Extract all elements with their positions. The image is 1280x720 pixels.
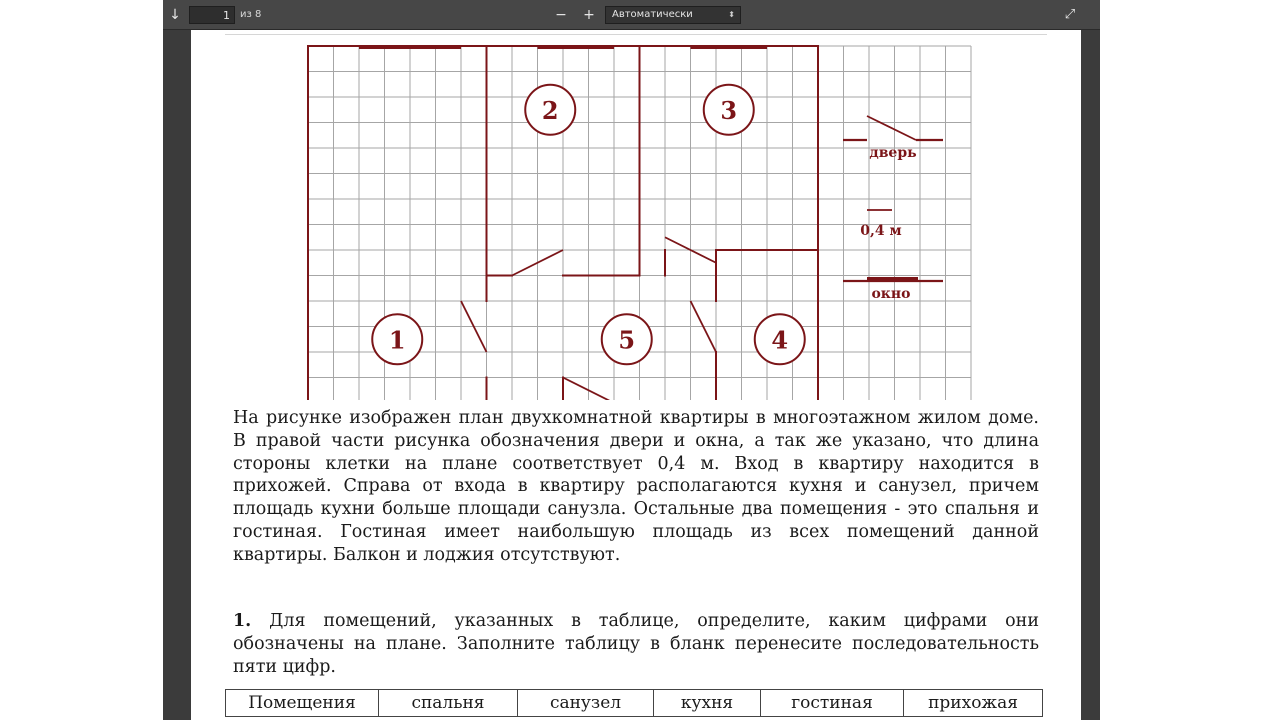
download-icon[interactable]: ↓: [169, 7, 181, 23]
table-header-cell: прихожая: [904, 690, 1043, 717]
legend-door-leaf: [867, 116, 916, 140]
apartment-plan: [191, 30, 1081, 400]
legend-scale-label: 0,4 м: [860, 223, 902, 239]
task-number: 1.: [233, 611, 252, 631]
zoom-select[interactable]: [605, 6, 741, 24]
table-header-cell: Помещения: [226, 690, 379, 717]
table-header-cell: спальня: [379, 690, 518, 717]
room-number: 1: [388, 325, 406, 355]
task-body: Для помещений, указанных в таблице, определите, каким цифрами они обозначены на плане. Заполните таблицу в бланк перенесите последовательность пяти цифр.: [233, 611, 1039, 677]
legend-window-label: окно: [871, 286, 911, 302]
table-header-cell: кухня: [654, 690, 761, 717]
zoom-out-button[interactable]: −: [555, 7, 567, 23]
room-number: 5: [618, 325, 636, 355]
table-header-cell: гостиная: [761, 690, 904, 717]
room-number: 2: [541, 95, 559, 125]
room-number: 3: [720, 95, 738, 125]
pdf-page: [191, 30, 1081, 720]
table-header-cell: санузел: [518, 690, 654, 717]
task-text: [233, 610, 1039, 678]
chevron-updown-icon: ⬍: [728, 10, 735, 19]
table-row: [226, 690, 1043, 717]
zoom-in-button[interactable]: +: [583, 7, 595, 23]
fullscreen-icon[interactable]: ⤢: [1064, 7, 1076, 22]
viewer-toolbar: [163, 0, 1100, 30]
problem-text: На рисунке изображен план двухкомнатной квартиры в многоэтажном жилом доме. В правой части рисунка обозначения двери и окна, а так же указано, что длина стороны клетки на плане соответствует 0,4 м. Вход в квартиру находится в прихожей. Справа от входа в квартиру располагаются кухня и санузел, причем площадь кухни больше площади санузла. Остальные два помещения - это спальня и гостиная. Гостиная имеет наибольшую площадь из всех помещений данной квартиры. Балкон и лоджия отсутствуют.: [233, 408, 1039, 565]
plan-legend: [843, 116, 943, 302]
pdf-viewer: [163, 0, 1100, 720]
room-number: 4: [771, 325, 789, 355]
page-number-input[interactable]: [189, 6, 235, 24]
room-table: [225, 689, 1043, 717]
page-count: из 8: [240, 9, 262, 20]
legend-door-label: дверь: [869, 145, 917, 161]
zoom-select-value: Автоматически: [612, 9, 693, 20]
